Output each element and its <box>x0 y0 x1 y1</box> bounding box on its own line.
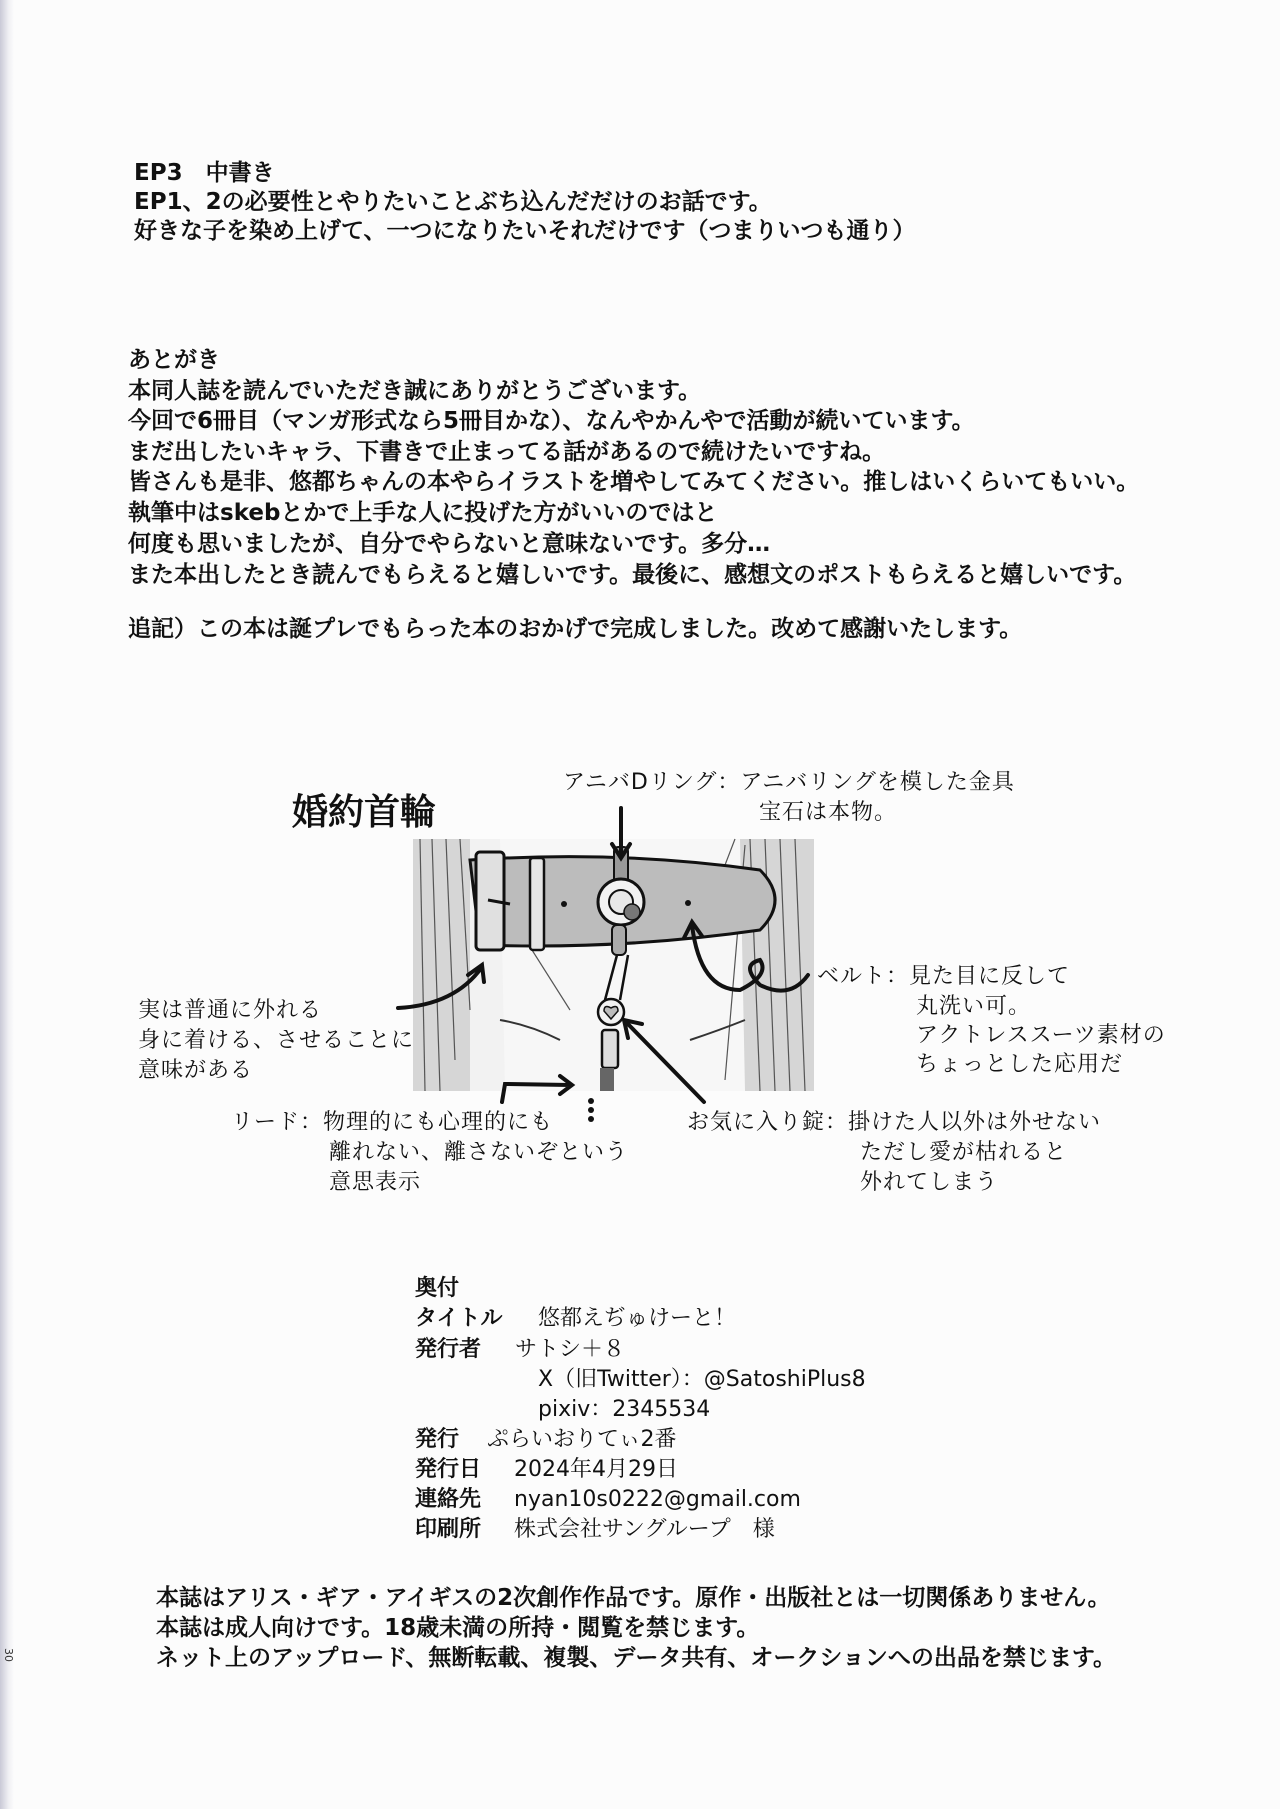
colophon-label: 連絡先 <box>415 1487 482 1512</box>
disclaimer-line: 本誌はアリス・ギア・アイギスの2次創作作品です。原作・出版社とは一切関係ありません。 <box>156 1585 1111 1611</box>
lead-annotation: リード：物理的にも心理的にも <box>231 1110 554 1135</box>
afterword-line: また本出したとき読んでもらえると嬉しいです。最後に、感想文のポストもらえると嬉しいです。 <box>128 562 1137 588</box>
removable-annotation: 実は普通に外れる <box>138 998 323 1023</box>
lock-annotation: ただし愛が枯れると <box>860 1140 1068 1165</box>
ring-arrow-icon <box>612 808 630 858</box>
lead-continuation-dots <box>588 1098 594 1122</box>
colophon-label: 印刷所 <box>415 1517 482 1542</box>
belt-annotation: 丸洗い可。 <box>916 994 1032 1019</box>
afterword-line: 執筆中はskebとかで上手な人に投げた方がいいのではと <box>128 500 718 526</box>
belt-annotation: ベルト：見た目に反して <box>817 964 1071 989</box>
colophon-label: 発行者 <box>415 1337 482 1362</box>
lead-annotation: 意思表示 <box>329 1170 422 1195</box>
afterword-line: まだ出したいキャラ、下書きで止まってる話があるので続けたいですね。 <box>128 439 886 465</box>
lock-annotation: お気に入り錠：掛けた人以外は外せない <box>687 1110 1102 1135</box>
colophon-twitter: X（旧Twitter）：@SatoshiPlus8 <box>538 1367 866 1392</box>
colophon-value: サトシ＋８ <box>515 1337 626 1362</box>
afterword-heading: あとがき <box>128 347 220 373</box>
ring-annotation: アニバDリング：アニバリングを模した金具 <box>563 770 1015 795</box>
colophon-label: 発行 <box>415 1427 460 1452</box>
disclaimer-line: 本誌は成人向けです。18歳未満の所持・閲覧を禁じます。 <box>156 1615 760 1641</box>
colophon-pixiv: pixiv：2345534 <box>538 1397 711 1422</box>
ep3-line: EP1、2の必要性とやりたいことぶち込んだだけのお話です。 <box>134 189 772 215</box>
page-number: 30 <box>2 1648 15 1662</box>
ep3-heading: EP3 中書き <box>134 160 275 186</box>
lead-annotation: 離れない、離さないぞという <box>329 1140 629 1165</box>
colophon-label: タイトル <box>415 1306 503 1331</box>
colophon-value: 株式会社サングループ 様 <box>514 1517 775 1542</box>
afterword-line: 何度も思いましたが、自分でやらないと意味ないです。多分… <box>128 531 771 557</box>
ring-annotation: 宝石は本物。 <box>759 800 898 825</box>
disclaimer-line: ネット上のアップロード、無断転載、複製、データ共有、オークションへの出品を禁じます。 <box>156 1645 1117 1671</box>
colophon-heading: 奥付 <box>415 1276 460 1301</box>
afterword-line: 皆さんも是非、悠都ちゃんの本やらイラストを増やしてみてください。推しはいくらいてもいい。 <box>128 469 1140 495</box>
colophon-value: 2024年4月29日 <box>514 1457 678 1482</box>
belt-annotation: アクトレススーツ素材の <box>916 1023 1166 1048</box>
ep3-line: 好きな子を染め上げて、一つになりたいそれだけです（つまりいつも通り） <box>134 218 916 244</box>
belt-annotation: ちょっとした応用だ <box>916 1052 1124 1077</box>
afterword-line: 本同人誌を読んでいただき誠にありがとうございます。 <box>128 378 702 404</box>
lock-annotation: 外れてしまう <box>860 1170 999 1195</box>
colophon-email: nyan10s0222@gmail.com <box>514 1487 801 1512</box>
removable-annotation: 意味がある <box>138 1058 254 1083</box>
afterword-postscript: 追記）この本は誕プレでもらった本のおかげで完成しました。改めて感謝いたします。 <box>128 616 1023 642</box>
collar-drawing <box>413 839 814 1091</box>
removable-annotation: 身に着ける、させることに <box>138 1028 415 1053</box>
colophon-value: 悠都えぢゅけーと！ <box>538 1306 737 1331</box>
afterword-line: 今回で6冊目（マンガ形式なら5冊目かな）、なんやかんやで活動が続いています。 <box>128 408 975 434</box>
illustration-title: 婚約首輪 <box>292 792 437 833</box>
colophon-label: 発行日 <box>415 1457 482 1482</box>
colophon-value: ぷらいおりてぃ2番 <box>487 1427 677 1452</box>
